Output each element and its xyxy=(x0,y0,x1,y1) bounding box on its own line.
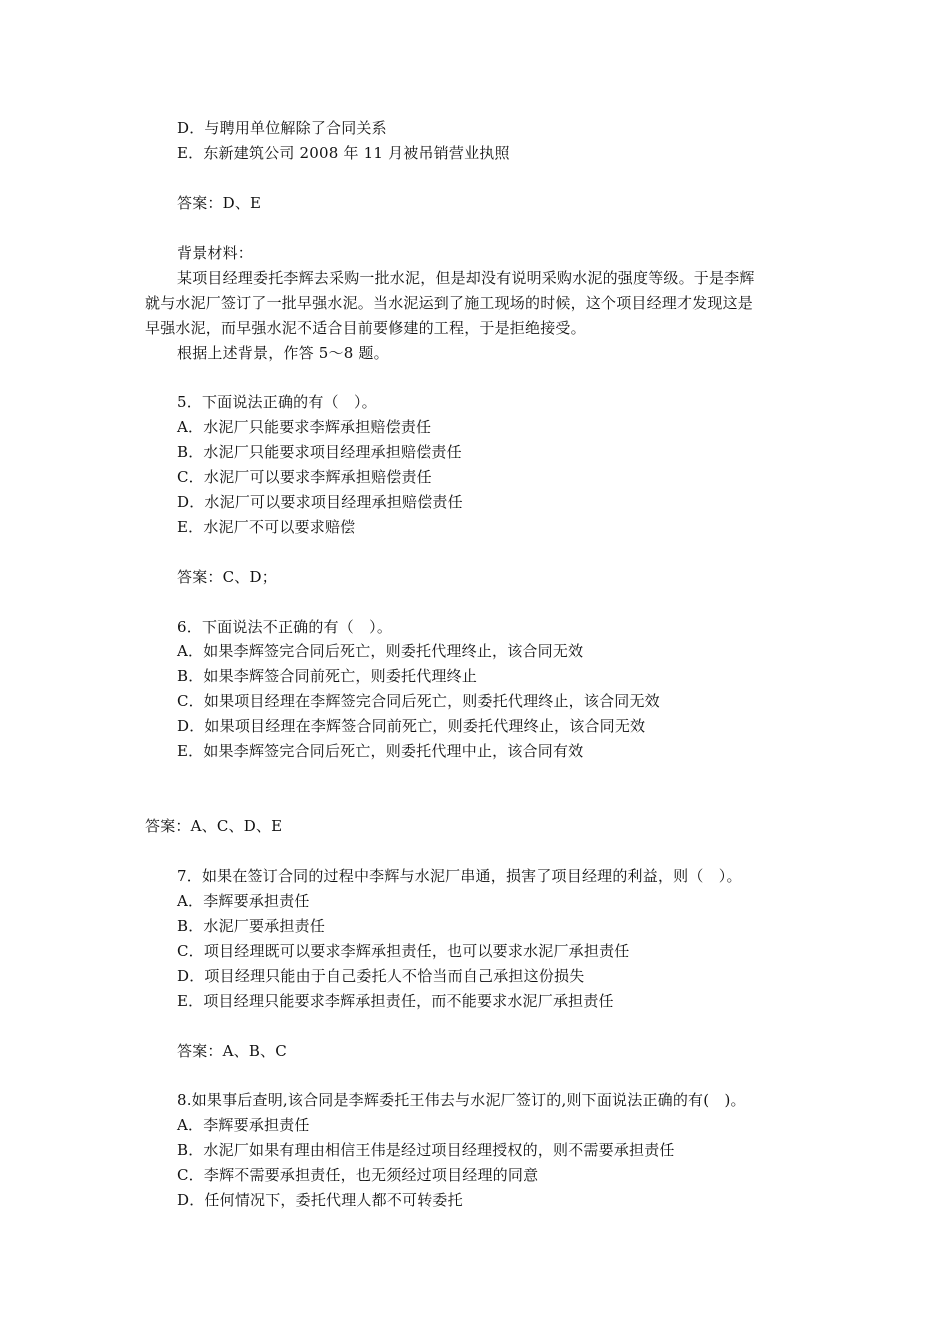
q6-option-b: B．如果李辉签合同前死亡，则委托代理终止 xyxy=(177,667,478,685)
q5-answer: 答案：C、D； xyxy=(177,568,277,586)
q5-option-d: D．水泥厂可以要求项目经理承担赔偿责任 xyxy=(177,493,463,511)
background-paragraph-line: 早强水泥，而早强水泥不适合目前要修建的工程，于是拒绝接受。 xyxy=(145,319,586,337)
q8-option-b: B．水泥厂如果有理由相信王伟是经过项目经理授权的，则不需要承担责任 xyxy=(177,1141,675,1159)
q7-option-c: C．项目经理既可以要求李辉承担责任，也可以要求水泥厂承担责任 xyxy=(177,942,630,960)
background-heading: 背景材料： xyxy=(177,244,254,262)
q5-stem: 5．下面说法正确的有（ ）。 xyxy=(177,393,377,411)
q8-stem: 8.如果事后查明,该合同是李辉委托王伟去与水泥厂签订的,则下面说法正确的有( )。 xyxy=(177,1091,746,1109)
q6-option-a: A．如果李辉签完合同后死亡，则委托代理终止，该合同无效 xyxy=(177,642,584,660)
q7-answer: 答案：A、B、C xyxy=(177,1042,287,1060)
q7-option-e: E．项目经理只能要求李辉承担责任，而不能要求水泥厂承担责任 xyxy=(177,992,614,1010)
q4-option-d: D．与聘用单位解除了合同关系 xyxy=(177,119,387,137)
q7-option-b: B．水泥厂要承担责任 xyxy=(177,917,326,935)
q8-option-a: A．李辉要承担责任 xyxy=(177,1116,310,1134)
background-paragraph-line: 某项目经理委托李辉去采购一批水泥，但是却没有说明采购水泥的强度等级。于是李辉 xyxy=(177,269,755,287)
background-paragraph-line: 就与水泥厂签订了一批早强水泥。当水泥运到了施工现场的时候，这个项目经理才发现这是 xyxy=(145,294,754,312)
q6-stem: 6．下面说法不正确的有（ ）。 xyxy=(177,618,393,636)
q5-option-e: E．水泥厂不可以要求赔偿 xyxy=(177,518,356,536)
q6-option-c: C．如果项目经理在李辉签完合同后死亡，则委托代理终止，该合同无效 xyxy=(177,692,660,710)
q6-option-d: D．如果项目经理在李辉签合同前死亡，则委托代理终止，该合同无效 xyxy=(177,717,646,735)
q6-option-e: E．如果李辉签完合同后死亡，则委托代理中止，该合同有效 xyxy=(177,742,584,760)
q8-option-c: C．李辉不需要承担责任，也无须经过项目经理的同意 xyxy=(177,1166,539,1184)
q5-option-b: B．水泥厂只能要求项目经理承担赔偿责任 xyxy=(177,443,462,461)
q8-option-d: D．任何情况下，委托代理人都不可转委托 xyxy=(177,1191,463,1209)
q4-answer: 答案：D、E xyxy=(177,194,262,212)
q7-stem: 7．如果在签订合同的过程中李辉与水泥厂串通，损害了项目经理的利益，则（ ）。 xyxy=(177,867,742,885)
q5-option-c: C．水泥厂可以要求李辉承担赔偿责任 xyxy=(177,468,432,486)
q4-option-e: E．东新建筑公司 2008 年 11 月被吊销营业执照 xyxy=(177,144,510,162)
q7-option-d: D．项目经理只能由于自己委托人不恰当而自己承担这份损失 xyxy=(177,967,585,985)
q7-option-a: A．李辉要承担责任 xyxy=(177,892,310,910)
q5-option-a: A．水泥厂只能要求李辉承担赔偿责任 xyxy=(177,418,432,436)
q6-answer: 答案：A、C、D、E xyxy=(145,817,283,835)
background-instruction: 根据上述背景，作答 5～8 题。 xyxy=(177,344,389,362)
